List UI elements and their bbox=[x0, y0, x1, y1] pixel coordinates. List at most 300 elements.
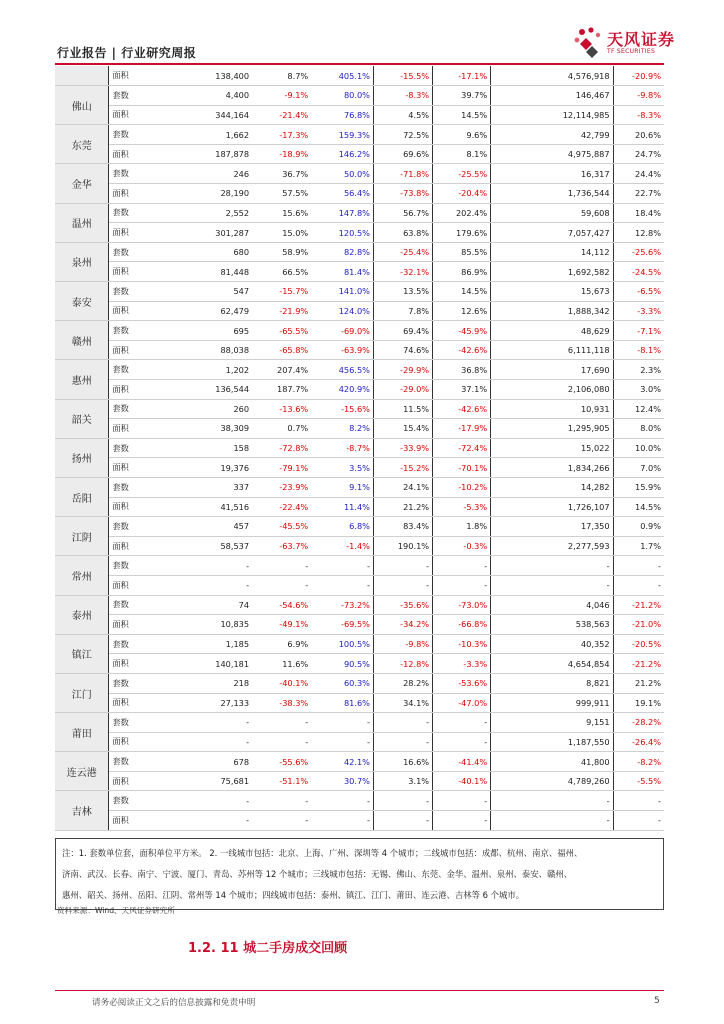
value-cell: -3.3% bbox=[613, 301, 664, 321]
table-row bbox=[55, 477, 664, 497]
value-cell: 1,888,342 bbox=[491, 301, 613, 321]
value-cell: 260 bbox=[166, 399, 252, 419]
value-cell: - bbox=[252, 791, 311, 811]
table-row bbox=[55, 340, 664, 360]
table-row bbox=[55, 693, 664, 713]
value-cell: 88,038 bbox=[166, 340, 252, 360]
value-cell: - bbox=[373, 556, 432, 576]
value-cell: 10.0% bbox=[613, 438, 664, 458]
city-cell: 泰州 bbox=[55, 595, 109, 634]
value-cell: -45.9% bbox=[433, 321, 491, 341]
value-cell: 136,544 bbox=[166, 380, 252, 400]
value-cell: -21.2% bbox=[613, 595, 664, 615]
value-cell: -12.8% bbox=[373, 654, 432, 674]
value-cell: -40.1% bbox=[252, 673, 311, 693]
metric-cell: 面积 bbox=[109, 536, 166, 556]
value-cell: -79.1% bbox=[252, 458, 311, 478]
value-cell: - bbox=[433, 811, 491, 831]
value-cell: 1,736,544 bbox=[491, 184, 613, 204]
value-cell: 1,187,550 bbox=[491, 732, 613, 752]
value-cell: 1.7% bbox=[613, 536, 664, 556]
value-cell: -15.5% bbox=[373, 66, 432, 86]
value-cell: - bbox=[613, 791, 664, 811]
value-cell: 10,835 bbox=[166, 615, 252, 635]
value-cell: 12.4% bbox=[613, 399, 664, 419]
value-cell: 9.6% bbox=[433, 125, 491, 145]
value-cell: -20.9% bbox=[613, 66, 664, 86]
value-cell: -69.0% bbox=[311, 321, 373, 341]
value-cell: 15.4% bbox=[373, 419, 432, 439]
city-cell: 泰安 bbox=[55, 282, 109, 321]
value-cell: 120.5% bbox=[311, 223, 373, 243]
value-cell: 59,608 bbox=[491, 203, 613, 223]
value-cell: -47.0% bbox=[433, 693, 491, 713]
value-cell: -66.8% bbox=[433, 615, 491, 635]
value-cell: 57.5% bbox=[252, 184, 311, 204]
value-cell: -21.9% bbox=[252, 301, 311, 321]
table-row bbox=[55, 458, 664, 478]
value-cell: - bbox=[373, 732, 432, 752]
value-cell: 81.4% bbox=[311, 262, 373, 282]
value-cell: -1.4% bbox=[311, 536, 373, 556]
value-cell: -13.6% bbox=[252, 399, 311, 419]
value-cell: - bbox=[613, 575, 664, 595]
value-cell: -21.4% bbox=[252, 105, 311, 125]
value-cell: 187.7% bbox=[252, 380, 311, 400]
value-cell: - bbox=[166, 791, 252, 811]
metric-cell: 套数 bbox=[109, 517, 166, 537]
value-cell: 18.4% bbox=[613, 203, 664, 223]
value-cell: 6.9% bbox=[252, 634, 311, 654]
value-cell: - bbox=[433, 791, 491, 811]
value-cell: 90.5% bbox=[311, 654, 373, 674]
table-row bbox=[55, 419, 664, 439]
city-cell: 东莞 bbox=[55, 125, 109, 164]
value-cell: - bbox=[311, 732, 373, 752]
value-cell: 2.3% bbox=[613, 360, 664, 380]
metric-cell: 面积 bbox=[109, 771, 166, 791]
value-cell: 81.6% bbox=[311, 693, 373, 713]
value-cell: 15,673 bbox=[491, 282, 613, 302]
value-cell: 7.0% bbox=[613, 458, 664, 478]
value-cell: 405.1% bbox=[311, 66, 373, 86]
value-cell: - bbox=[373, 791, 432, 811]
value-cell: 124.0% bbox=[311, 301, 373, 321]
value-cell: - bbox=[433, 556, 491, 576]
value-cell: - bbox=[311, 575, 373, 595]
value-cell: 1,834,266 bbox=[491, 458, 613, 478]
value-cell: 15.6% bbox=[252, 203, 311, 223]
value-cell: 12.8% bbox=[613, 223, 664, 243]
value-cell: 11.5% bbox=[373, 399, 432, 419]
metric-cell: 面积 bbox=[109, 144, 166, 164]
table-row bbox=[55, 634, 664, 654]
value-cell: 19,376 bbox=[166, 458, 252, 478]
value-cell: -8.7% bbox=[311, 438, 373, 458]
value-cell: 66.5% bbox=[252, 262, 311, 282]
value-cell: 28,190 bbox=[166, 184, 252, 204]
value-cell: 16.6% bbox=[373, 752, 432, 772]
value-cell: 34.1% bbox=[373, 693, 432, 713]
value-cell: 14.5% bbox=[613, 497, 664, 517]
value-cell: 16,317 bbox=[491, 164, 613, 184]
value-cell: 456.5% bbox=[311, 360, 373, 380]
value-cell: 218 bbox=[166, 673, 252, 693]
value-cell: -34.2% bbox=[373, 615, 432, 635]
value-cell: 8.1% bbox=[433, 144, 491, 164]
metric-cell: 套数 bbox=[109, 203, 166, 223]
city-cell: 赣州 bbox=[55, 321, 109, 360]
value-cell: 457 bbox=[166, 517, 252, 537]
value-cell: 30.7% bbox=[311, 771, 373, 791]
value-cell: -40.1% bbox=[433, 771, 491, 791]
metric-cell: 套数 bbox=[109, 321, 166, 341]
value-cell: - bbox=[166, 556, 252, 576]
value-cell: - bbox=[252, 713, 311, 733]
tf-securities-logo-icon bbox=[572, 26, 604, 60]
value-cell: 15.9% bbox=[613, 477, 664, 497]
value-cell: 680 bbox=[166, 242, 252, 262]
value-cell: 246 bbox=[166, 164, 252, 184]
metric-cell: 面积 bbox=[109, 615, 166, 635]
value-cell: -63.7% bbox=[252, 536, 311, 556]
value-cell: -29.9% bbox=[373, 360, 432, 380]
value-cell: - bbox=[311, 556, 373, 576]
table-row bbox=[55, 654, 664, 674]
value-cell: -25.4% bbox=[373, 242, 432, 262]
value-cell: 10,931 bbox=[491, 399, 613, 419]
value-cell: -45.5% bbox=[252, 517, 311, 537]
metric-cell: 套数 bbox=[109, 438, 166, 458]
value-cell: - bbox=[311, 713, 373, 733]
value-cell: -21.2% bbox=[613, 654, 664, 674]
value-cell: 420.9% bbox=[311, 380, 373, 400]
value-cell: -9.1% bbox=[252, 86, 311, 106]
value-cell: 36.8% bbox=[433, 360, 491, 380]
value-cell: 74 bbox=[166, 595, 252, 615]
value-cell: 138,400 bbox=[166, 66, 252, 86]
value-cell: -17.3% bbox=[252, 125, 311, 145]
metric-cell: 面积 bbox=[109, 340, 166, 360]
value-cell: -15.6% bbox=[311, 399, 373, 419]
value-cell: - bbox=[433, 732, 491, 752]
value-cell: 4,046 bbox=[491, 595, 613, 615]
metric-cell: 面积 bbox=[109, 223, 166, 243]
metric-cell: 套数 bbox=[109, 125, 166, 145]
value-cell: 6.8% bbox=[311, 517, 373, 537]
value-cell: 14.5% bbox=[433, 105, 491, 125]
value-cell: -26.4% bbox=[613, 732, 664, 752]
table-row bbox=[55, 66, 664, 86]
value-cell: 1,185 bbox=[166, 634, 252, 654]
value-cell: -8.2% bbox=[613, 752, 664, 772]
value-cell: 28.2% bbox=[373, 673, 432, 693]
value-cell: 17,690 bbox=[491, 360, 613, 380]
value-cell: -33.9% bbox=[373, 438, 432, 458]
value-cell: 42.1% bbox=[311, 752, 373, 772]
value-cell: 9,151 bbox=[491, 713, 613, 733]
table-row bbox=[55, 497, 664, 517]
value-cell: -9.8% bbox=[373, 634, 432, 654]
table-row bbox=[55, 517, 664, 537]
value-cell: 39.7% bbox=[433, 86, 491, 106]
value-cell: 75,681 bbox=[166, 771, 252, 791]
value-cell: -42.6% bbox=[433, 399, 491, 419]
table-row bbox=[55, 673, 664, 693]
brand-name: 天风证券 bbox=[607, 30, 676, 49]
value-cell: 2,277,593 bbox=[491, 536, 613, 556]
city-cell: 惠州 bbox=[55, 360, 109, 399]
metric-cell: 套数 bbox=[109, 86, 166, 106]
city-cell: 佛山 bbox=[55, 86, 109, 125]
value-cell: 58.9% bbox=[252, 242, 311, 262]
value-cell: 86.9% bbox=[433, 262, 491, 282]
value-cell: - bbox=[433, 575, 491, 595]
table-row bbox=[55, 262, 664, 282]
table-row bbox=[55, 242, 664, 262]
value-cell: -32.1% bbox=[373, 262, 432, 282]
metric-cell: 套数 bbox=[109, 673, 166, 693]
metric-cell: 套数 bbox=[109, 282, 166, 302]
value-cell: 8,821 bbox=[491, 673, 613, 693]
value-cell: 76.8% bbox=[311, 105, 373, 125]
metric-cell: 套数 bbox=[109, 242, 166, 262]
metric-cell: 套数 bbox=[109, 556, 166, 576]
value-cell: -21.0% bbox=[613, 615, 664, 635]
table-row bbox=[55, 164, 664, 184]
value-cell: -15.2% bbox=[373, 458, 432, 478]
value-cell: -17.9% bbox=[433, 419, 491, 439]
note-line: 注：1. 套数单位套，面积单位平方米。 2. 一线城市包括：北京、上海、广州、深圳等 4 个城市；二线城市包括：成都、杭州、南京、福州、 bbox=[62, 848, 583, 858]
value-cell: -69.5% bbox=[311, 615, 373, 635]
value-cell: 146.2% bbox=[311, 144, 373, 164]
table-row bbox=[55, 575, 664, 595]
value-cell: 22.7% bbox=[613, 184, 664, 204]
metric-cell: 面积 bbox=[109, 380, 166, 400]
section-heading: 1.2. 11 城二手房成交回顾 bbox=[188, 941, 348, 956]
value-cell: -49.1% bbox=[252, 615, 311, 635]
value-cell: - bbox=[373, 713, 432, 733]
metric-cell: 面积 bbox=[109, 105, 166, 125]
value-cell: 4,654,854 bbox=[491, 654, 613, 674]
value-cell: 3.1% bbox=[373, 771, 432, 791]
value-cell: -41.4% bbox=[433, 752, 491, 772]
value-cell: - bbox=[166, 713, 252, 733]
value-cell: 207.4% bbox=[252, 360, 311, 380]
value-cell: 179.6% bbox=[433, 223, 491, 243]
table-row bbox=[55, 105, 664, 125]
value-cell: -22.4% bbox=[252, 497, 311, 517]
city-cell: 连云港 bbox=[55, 752, 109, 791]
value-cell: 146,467 bbox=[491, 86, 613, 106]
value-cell: -42.6% bbox=[433, 340, 491, 360]
metric-cell: 面积 bbox=[109, 66, 166, 86]
value-cell: 190.1% bbox=[373, 536, 432, 556]
value-cell: -10.2% bbox=[433, 477, 491, 497]
table-row bbox=[55, 536, 664, 556]
value-cell: 50.0% bbox=[311, 164, 373, 184]
table-row bbox=[55, 399, 664, 419]
metric-cell: 面积 bbox=[109, 575, 166, 595]
value-cell: -6.5% bbox=[613, 282, 664, 302]
value-cell: 48,629 bbox=[491, 321, 613, 341]
value-cell: 11.4% bbox=[311, 497, 373, 517]
value-cell: - bbox=[252, 811, 311, 831]
value-cell: -20.4% bbox=[433, 184, 491, 204]
value-cell: 24.4% bbox=[613, 164, 664, 184]
value-cell: 12.6% bbox=[433, 301, 491, 321]
value-cell: 158 bbox=[166, 438, 252, 458]
value-cell: 3.5% bbox=[311, 458, 373, 478]
table-row bbox=[55, 282, 664, 302]
value-cell: 69.6% bbox=[373, 144, 432, 164]
value-cell: -51.1% bbox=[252, 771, 311, 791]
value-cell: 11.6% bbox=[252, 654, 311, 674]
value-cell: 83.4% bbox=[373, 517, 432, 537]
value-cell: 0.7% bbox=[252, 419, 311, 439]
metric-cell: 面积 bbox=[109, 419, 166, 439]
table-row bbox=[55, 144, 664, 164]
value-cell: 63.8% bbox=[373, 223, 432, 243]
value-cell: - bbox=[166, 811, 252, 831]
value-cell: -17.1% bbox=[433, 66, 491, 86]
value-cell: -25.5% bbox=[433, 164, 491, 184]
table-row bbox=[55, 732, 664, 752]
value-cell: 202.4% bbox=[433, 203, 491, 223]
value-cell: 999,911 bbox=[491, 693, 613, 713]
value-cell: 60.3% bbox=[311, 673, 373, 693]
metric-cell: 面积 bbox=[109, 458, 166, 478]
value-cell: - bbox=[252, 575, 311, 595]
value-cell: -8.3% bbox=[373, 86, 432, 106]
metric-cell: 面积 bbox=[109, 732, 166, 752]
value-cell: 9.1% bbox=[311, 477, 373, 497]
value-cell: 13.5% bbox=[373, 282, 432, 302]
value-cell: - bbox=[491, 556, 613, 576]
value-cell: -65.5% bbox=[252, 321, 311, 341]
value-cell: 1,692,582 bbox=[491, 262, 613, 282]
data-source: 资料来源：Wind、天风证券研究所 bbox=[57, 906, 175, 915]
value-cell: 1,295,905 bbox=[491, 419, 613, 439]
value-cell: -24.5% bbox=[613, 262, 664, 282]
value-cell: 17,350 bbox=[491, 517, 613, 537]
city-cell: 金华 bbox=[55, 164, 109, 203]
value-cell: -55.6% bbox=[252, 752, 311, 772]
value-cell: -38.3% bbox=[252, 693, 311, 713]
value-cell: 6,111,118 bbox=[491, 340, 613, 360]
table-row bbox=[55, 184, 664, 204]
metric-cell: 面积 bbox=[109, 184, 166, 204]
value-cell: 301,287 bbox=[166, 223, 252, 243]
footer-divider bbox=[55, 990, 664, 991]
value-cell: -54.6% bbox=[252, 595, 311, 615]
metric-cell: 面积 bbox=[109, 654, 166, 674]
value-cell: 24.1% bbox=[373, 477, 432, 497]
value-cell: 344,164 bbox=[166, 105, 252, 125]
value-cell: - bbox=[491, 575, 613, 595]
value-cell: -5.3% bbox=[433, 497, 491, 517]
metric-cell: 面积 bbox=[109, 301, 166, 321]
value-cell: 695 bbox=[166, 321, 252, 341]
brand-subtitle: TF SECURITIES bbox=[607, 48, 656, 55]
value-cell: - bbox=[166, 732, 252, 752]
value-cell: 4,576,918 bbox=[491, 66, 613, 86]
table-row bbox=[55, 556, 664, 576]
city-cell: 韶关 bbox=[55, 399, 109, 438]
metric-cell: 面积 bbox=[109, 497, 166, 517]
value-cell: 14.5% bbox=[433, 282, 491, 302]
value-cell: 3.0% bbox=[613, 380, 664, 400]
metric-cell: 面积 bbox=[109, 693, 166, 713]
value-cell: 24.7% bbox=[613, 144, 664, 164]
value-cell: -25.6% bbox=[613, 242, 664, 262]
value-cell: 100.5% bbox=[311, 634, 373, 654]
value-cell: 80.0% bbox=[311, 86, 373, 106]
value-cell: 38,309 bbox=[166, 419, 252, 439]
city-cell: 扬州 bbox=[55, 438, 109, 477]
city-cell: 岳阳 bbox=[55, 477, 109, 516]
value-cell: 74.6% bbox=[373, 340, 432, 360]
value-cell: 141.0% bbox=[311, 282, 373, 302]
value-cell: -65.8% bbox=[252, 340, 311, 360]
city-cell: 镇江 bbox=[55, 634, 109, 673]
metric-cell: 套数 bbox=[109, 595, 166, 615]
value-cell: 37.1% bbox=[433, 380, 491, 400]
table-row bbox=[55, 438, 664, 458]
value-cell: 12,114,985 bbox=[491, 105, 613, 125]
value-cell: 187,878 bbox=[166, 144, 252, 164]
value-cell: 4,789,260 bbox=[491, 771, 613, 791]
city-cell: 温州 bbox=[55, 203, 109, 242]
value-cell: 56.7% bbox=[373, 203, 432, 223]
value-cell: -63.9% bbox=[311, 340, 373, 360]
value-cell: 20.6% bbox=[613, 125, 664, 145]
value-cell: 15.0% bbox=[252, 223, 311, 243]
value-cell: -5.5% bbox=[613, 771, 664, 791]
metric-cell: 套数 bbox=[109, 634, 166, 654]
value-cell: -23.9% bbox=[252, 477, 311, 497]
value-cell: 0.9% bbox=[613, 517, 664, 537]
value-cell: - bbox=[491, 791, 613, 811]
metric-cell: 套数 bbox=[109, 164, 166, 184]
value-cell: -35.6% bbox=[373, 595, 432, 615]
value-cell: -10.3% bbox=[433, 634, 491, 654]
value-cell: - bbox=[311, 811, 373, 831]
value-cell: -28.2% bbox=[613, 713, 664, 733]
value-cell: 21.2% bbox=[613, 673, 664, 693]
metric-cell: 面积 bbox=[109, 262, 166, 282]
metric-cell: 套数 bbox=[109, 360, 166, 380]
value-cell: - bbox=[252, 732, 311, 752]
value-cell: - bbox=[373, 811, 432, 831]
value-cell: 41,516 bbox=[166, 497, 252, 517]
value-cell: 8.0% bbox=[613, 419, 664, 439]
table-row bbox=[55, 203, 664, 223]
value-cell: - bbox=[491, 811, 613, 831]
value-cell: -72.4% bbox=[433, 438, 491, 458]
value-cell: 36.7% bbox=[252, 164, 311, 184]
value-cell: -0.3% bbox=[433, 536, 491, 556]
value-cell: 7,057,427 bbox=[491, 223, 613, 243]
table-row bbox=[55, 752, 664, 772]
city-cell: 江门 bbox=[55, 673, 109, 712]
value-cell: 81,448 bbox=[166, 262, 252, 282]
value-cell: -72.8% bbox=[252, 438, 311, 458]
value-cell: 1,726,107 bbox=[491, 497, 613, 517]
city-cell bbox=[55, 66, 109, 86]
value-cell: 14,282 bbox=[491, 477, 613, 497]
value-cell: 85.5% bbox=[433, 242, 491, 262]
